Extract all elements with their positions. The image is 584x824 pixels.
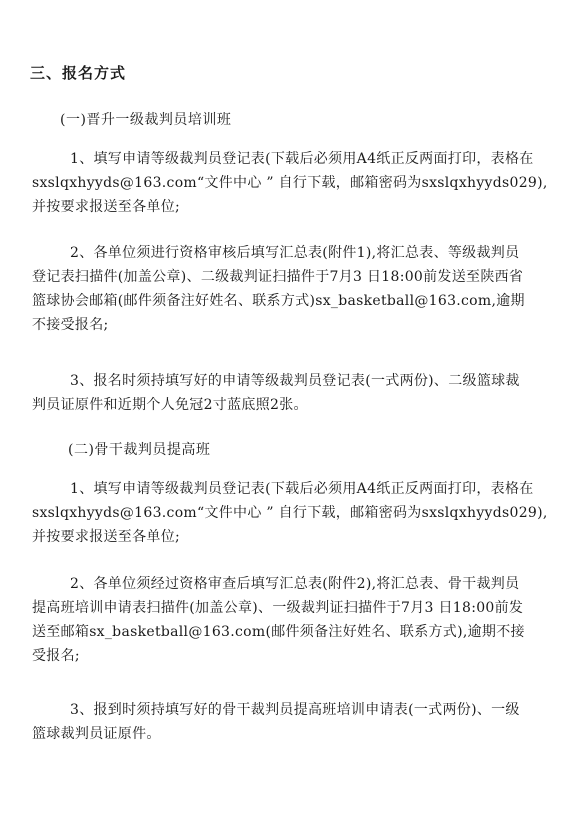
text-line: sxslqxhyyds@163.com“文件中心 ” 自行下载，邮箱密码为sxslqxhyyds029),: [32, 505, 548, 521]
group1-title: (一)晋升一级裁判员培训班: [60, 112, 232, 128]
group2-paragraph-1: [32, 477, 560, 549]
text-line: 判员证原件和近期个人免冠2寸蓝底照2张。: [32, 397, 308, 413]
group1-paragraph-3: [32, 369, 560, 417]
text-line: 并按要求报送至各单位;: [32, 199, 181, 215]
text-line: 篮球协会邮箱(邮件须备注好姓名、联系方式)sx_basketball@163.com,逾期: [32, 293, 525, 309]
text-line: 篮球裁判员证原件。: [32, 726, 161, 742]
text-line: 3、报名时须持填写好的申请等级裁判员登记表(一式两份)、二级篮球裁: [70, 373, 520, 389]
group2-paragraph-3: [32, 698, 560, 746]
text-line: 不接受报名;: [32, 317, 109, 333]
text-line: 受报名;: [32, 648, 80, 664]
text-line: 2、各单位须经过资格审查后填写汇总表(附件2),将汇总表、骨干裁判员: [70, 576, 520, 592]
group1-paragraph-1: [32, 147, 560, 219]
group1-paragraph-2: [32, 241, 560, 337]
group2-title: (二)骨干裁判员提高班: [68, 442, 211, 458]
group2-paragraph-2: [32, 572, 560, 668]
text-line: 登记表扫描件(加盖公章)、二级裁判证扫描件于7月3 日18:00前发送至陕西省: [32, 269, 524, 285]
text-line: 3、报到时须持填写好的骨干裁判员提高班培训申请表(一式两份)、一级: [70, 702, 520, 718]
text-line: sxslqxhyyds@163.com“文件中心 ” 自行下载，邮箱密码为sxslqxhyyds029),: [32, 175, 548, 191]
text-line: 并按要求报送至各单位;: [32, 529, 181, 545]
section-heading: 三、报名方式: [30, 64, 127, 82]
text-line: 1、填写申请等级裁判员登记表(下载后必须用A4纸正反两面打印，表格在: [70, 481, 534, 497]
text-line: 提高班培训申请表扫描件(加盖公章)、一级裁判证扫描件于7月3 日18:00前发: [32, 600, 524, 616]
text-line: 1、填写申请等级裁判员登记表(下载后必须用A4纸正反两面打印，表格在: [70, 151, 534, 167]
text-line: 2、各单位须进行资格审核后填写汇总表(附件1),将汇总表、等级裁判员: [70, 245, 520, 261]
text-line: 送至邮箱sx_basketball@163.com(邮件须备注好姓名、联系方式),逾期不接: [32, 624, 525, 640]
